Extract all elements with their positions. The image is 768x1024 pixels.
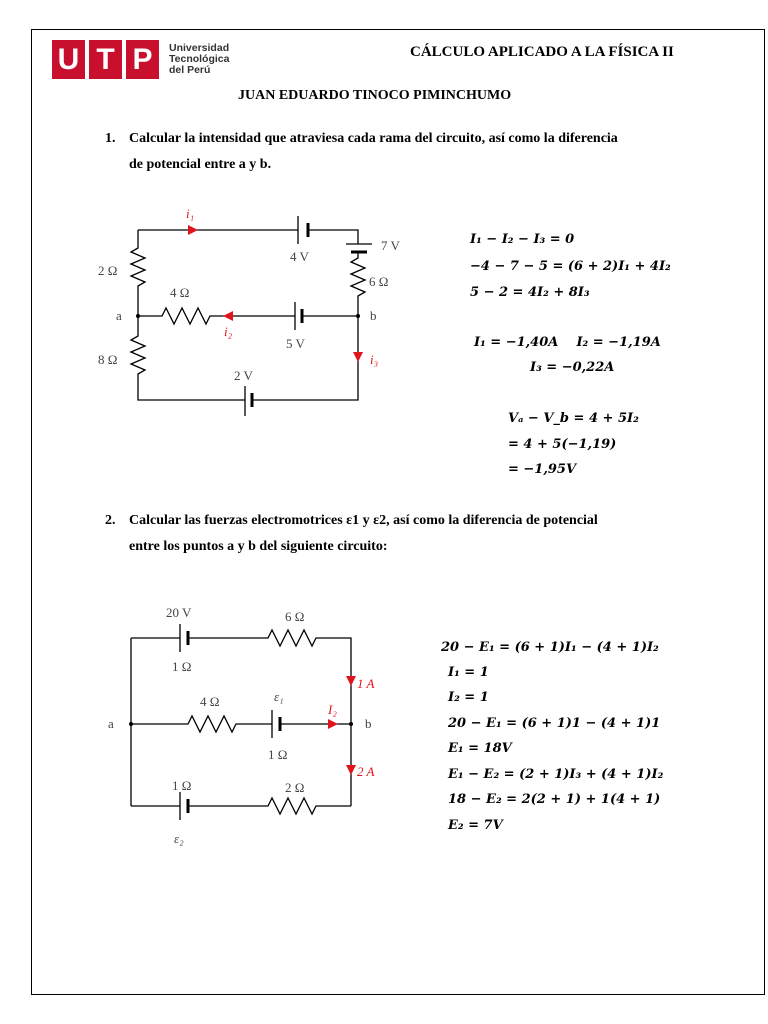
circuit1-diagram [90,200,410,425]
label-a2: a [108,716,114,731]
label-e1: ε₁ [274,689,284,704]
label-1a: 1 A [357,676,375,691]
eq1-3: 5 − 2 = 4I₂ + 8I₃ [470,285,590,300]
label-a: a [116,308,122,323]
label-2v: 2 V [234,368,253,383]
eq2-3: I₂ = 1 [448,690,489,705]
eq1-4: I₁ = −1,40A I₂ = −1,19A [474,335,661,350]
label-6ohm: 6 Ω [369,274,389,289]
eq2-4: 20 − E₁ = (6 + 1)1 − (4 + 1)1 [448,716,661,731]
eq2-5: E₁ = 18V [448,741,512,756]
eq2-7: 18 − E₂ = 2(2 + 1) + 1(4 + 1) [448,792,661,807]
eq1-8: = −1,95V [508,462,577,477]
problem1-number: 1. [105,131,116,146]
eq1-5: I₃ = −0,22A [530,360,615,375]
label-20v: 20 V [166,605,192,620]
eq2-6: E₁ − E₂ = (2 + 1)I₃ + (4 + 1)I₂ [448,767,664,782]
author-name: JUAN EDUARDO TINOCO PIMINCHUMO [238,88,512,103]
problem2-text-line1: Calcular las fuerzas electromotrices ε1 y ε2, así como la diferencia de potencial [129,513,598,528]
logo-letter-t: T [89,40,122,79]
label-1ohm-mid: 1 Ω [268,747,288,762]
course-title: CÁLCULO APLICADO A LA FÍSICA II [410,44,674,60]
eq1-1: I₁ − I₂ − I₃ = 0 [470,232,575,247]
problem2-text [129,508,598,560]
utp-logo [52,40,229,79]
label-1ohm-top: 1 Ω [172,659,192,674]
logo-letter-u: U [52,40,85,79]
problem2-number: 2. [105,513,116,528]
label-4ohm-mid: 4 Ω [200,694,220,709]
eq2-8: E₂ = 7V [448,818,503,833]
label-2a: 2 A [357,764,375,779]
label-b2: b [365,716,372,731]
problem1-text [129,126,618,178]
label-i1: i₁ [186,206,195,221]
logo-text [169,43,229,79]
label-i3: i₃ [370,352,379,367]
label-1ohm-bot: 1 Ω [172,778,192,793]
label-I2: I₂ [328,702,337,717]
logo-text-line3: del Perú [169,64,211,76]
label-4ohm: 4 Ω [170,285,190,300]
eq1-7: = 4 + 5(−1,19) [508,437,617,452]
label-i2: i₂ [224,324,233,339]
label-5v: 5 V [286,336,305,351]
circuit2-diagram [100,598,400,853]
label-2ohm-bot: 2 Ω [285,780,305,795]
problem1-text-line2: de potencial entre a y b. [129,157,272,172]
eq1-2: −4 − 7 − 5 = (6 + 2)I₁ + 4I₂ [470,259,671,274]
label-e2: ε₂ [174,831,184,846]
label-b: b [370,308,377,323]
eq2-1: 20 − E₁ = (6 + 1)I₁ − (4 + 1)I₂ [441,640,659,655]
logo-text-line2: Tecnológica [169,53,230,65]
logo-text-line1: Universidad [169,42,230,54]
label-4v: 4 V [290,249,309,264]
logo-letter-p: P [126,40,159,79]
eq2-2: I₁ = 1 [448,665,489,680]
eq1-6: Vₐ − V_b = 4 + 5I₂ [508,411,639,426]
label-2ohm: 2 Ω [98,263,118,278]
label-7v: 7 V [381,238,400,253]
label-6ohm-top: 6 Ω [285,609,305,624]
problem1-text-line1: Calcular la intensidad que atraviesa cada rama del circuito, así como la diferencia [129,131,618,146]
label-8ohm: 8 Ω [98,352,118,367]
problem2-text-line2: entre los puntos a y b del siguiente circuito: [129,539,388,554]
